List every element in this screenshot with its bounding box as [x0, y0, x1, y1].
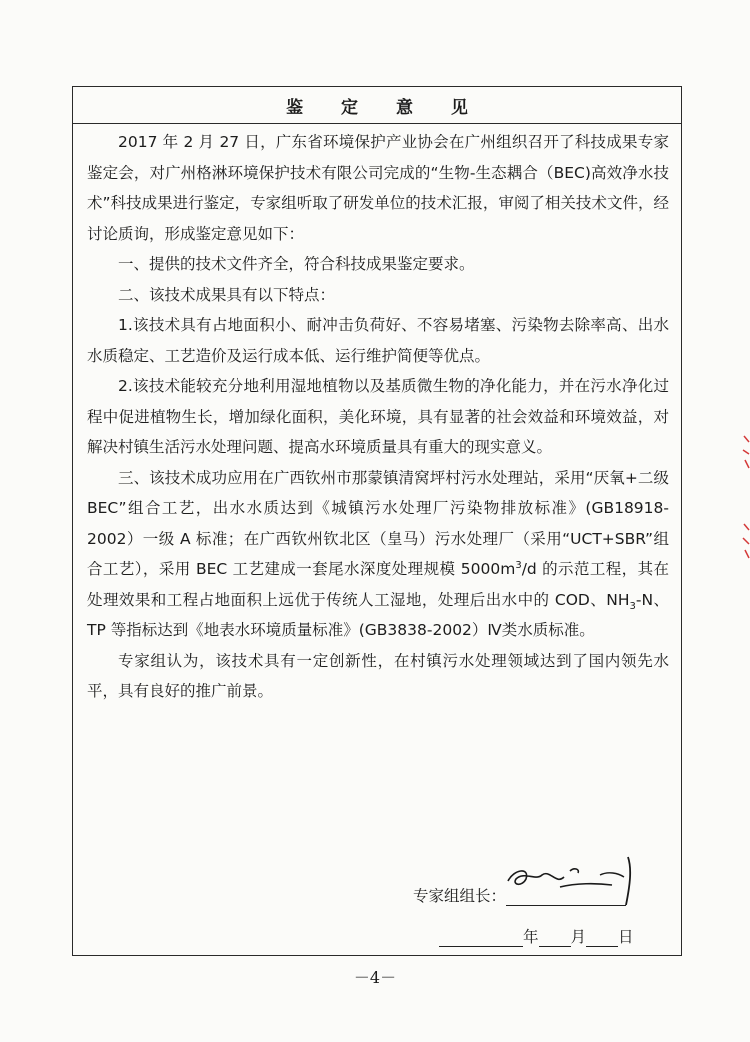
day-blank	[586, 926, 618, 947]
red-seal-fragment	[742, 432, 750, 572]
paragraph-intro: 2017 年 2 月 27 日，广东省环境保护产业协会在广州组织召开了科技成果专家鉴定会，对广州格淋环境保护技术有限公司完成的“生物-生态耦合（BEC)高效净水技术”科技成果进行鉴定，专家组听取了研发单位的技术汇报，审阅了相关技术文件，经讨论质询，形成鉴定意见如下：	[87, 133, 669, 243]
paragraph-item-3-part-b: /d 的示范工程，其在处理效果和工程占地面积上远优于传统人工湿地，处理后出水中的 COD、NH	[87, 560, 670, 609]
paragraph-feature-2: 2.该技术能较充分地利用湿地植物以及基质微生物的净化能力，并在污水净化过程中促进植物生长，增加绿化面积，美化环境，具有显著的社会效益和环境效益，对解决村镇生活污水处理问题、提高水环境质量具有重大的现实意义。	[87, 377, 669, 456]
month-blank	[539, 926, 571, 947]
appraisal-form	[72, 86, 682, 956]
handwritten-signature	[500, 851, 650, 911]
year-blank	[439, 926, 523, 947]
signature-label: 专家组组长：	[413, 887, 507, 905]
page-number: －4－	[353, 968, 397, 987]
appraisal-body	[87, 127, 669, 707]
subscript-3: 3	[629, 600, 636, 612]
title-row	[73, 87, 681, 124]
superscript-3: 3	[515, 559, 522, 571]
year-label: 年	[523, 928, 539, 946]
day-label: 日	[618, 928, 634, 946]
signature-line	[506, 879, 626, 906]
paragraph-item-1: 一、提供的技术文件齐全，符合科技成果鉴定要求。	[118, 255, 475, 273]
paragraph-item-3	[87, 463, 669, 646]
paragraph-item-3-part-a: 三、该技术成功应用在广西钦州市那蒙镇清窝坪村污水处理站，采用“厌氧+二级 BEC”组合工艺，出水水质达到《城镇污水处理厂污染物排放标准》(GB18918-2002）一级 A 标准；在广西钦州钦北区（皇马）污水处理厂（采用“UCT+SBR”组合工艺），采用 BEC 工艺建成一套尾水深度处理规模 5000m	[87, 468, 669, 578]
paragraph-feature-1: 1.该技术具有占地面积小、耐冲击负荷好、不容易堵塞、污染物去除率高、出水水质稳定、工艺造价及运行成本低、运行维护简便等优点。	[87, 316, 669, 365]
paragraph-item-3-part-c: -N、TP 等指标达到《地表水环境质量标准》(GB3838-2002）Ⅳ类水质标准。	[87, 590, 669, 639]
paragraph-conclusion: 专家组认为，该技术具有一定创新性，在村镇污水处理领域达到了国内领先水平，具有良好的推广前景。	[87, 651, 669, 700]
date-row	[439, 925, 634, 947]
paragraph-item-2: 二、该技术成果具有以下特点：	[118, 285, 336, 304]
page-title: 鉴 定 意 见	[286, 97, 484, 118]
month-label: 月	[570, 928, 587, 946]
signature-row	[413, 879, 626, 906]
